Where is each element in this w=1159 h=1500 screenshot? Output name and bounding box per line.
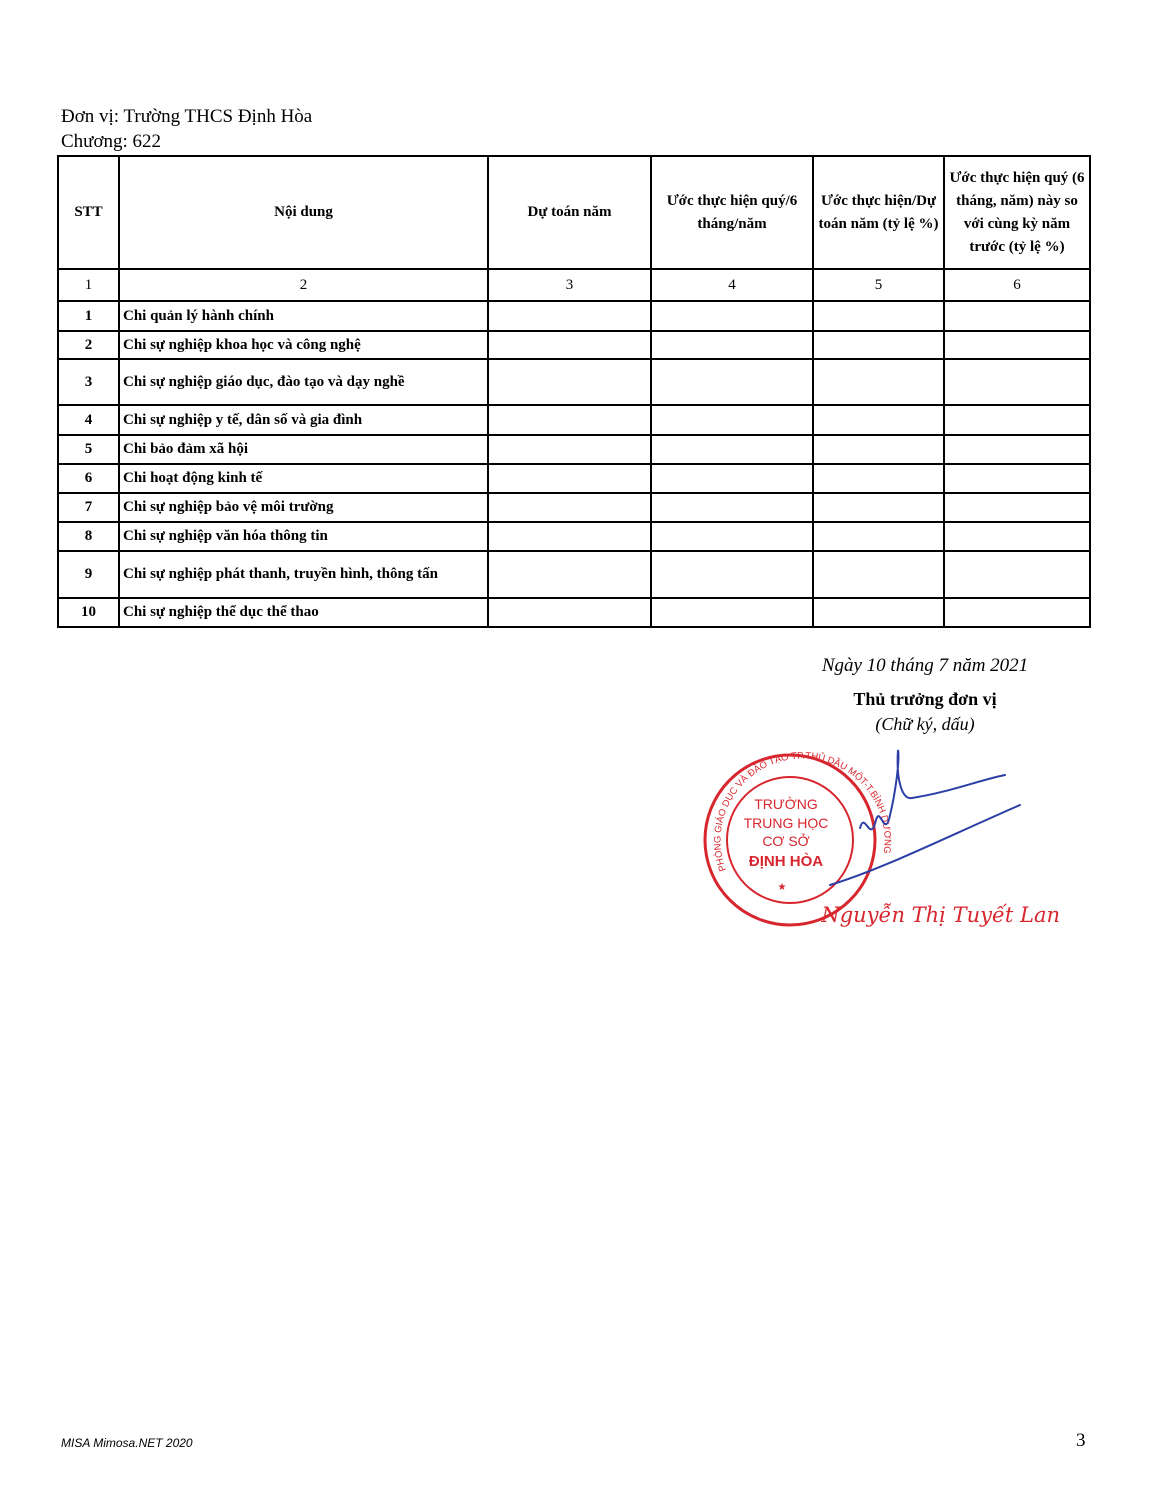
stamp-line-1: TRƯỜNG <box>754 796 818 812</box>
col-number: 3 <box>488 269 651 301</box>
cell-same-period <box>944 493 1090 522</box>
table-header-row <box>58 156 1090 269</box>
cell-estimated-actual <box>651 331 813 359</box>
col-header-same-period-compare: Ước thực hiện quý (6 tháng, năm) này so với cùng kỳ năm trước (tỷ lệ %) <box>944 156 1090 269</box>
col-header-annual-estimate: Dự toán năm <box>488 156 651 269</box>
cell-annual-estimate <box>488 522 651 551</box>
stamp-line-4: ĐỊNH HÒA <box>748 853 824 870</box>
cell-annual-estimate <box>488 551 651 598</box>
col-number: 2 <box>119 269 488 301</box>
cell-ratio <box>813 405 944 435</box>
cell-ratio <box>813 331 944 359</box>
cell-ratio <box>813 522 944 551</box>
software-footer: MISA Mimosa.NET 2020 <box>61 1436 193 1450</box>
col-header-stt: STT <box>58 156 119 269</box>
cell-same-period <box>944 464 1090 493</box>
cell-ratio <box>813 301 944 331</box>
handwritten-signature <box>830 750 1020 885</box>
stamp-line-2: TRUNG HỌC <box>743 815 829 831</box>
col-number: 6 <box>944 269 1090 301</box>
cell-ratio <box>813 551 944 598</box>
stamp-and-signature <box>690 740 1090 940</box>
signature-title: Thủ trưởng đơn vị <box>853 689 997 709</box>
table-row <box>58 301 1090 331</box>
row-stt: 6 <box>58 464 119 493</box>
cell-estimated-actual <box>651 301 813 331</box>
row-stt: 5 <box>58 435 119 464</box>
cell-estimated-actual <box>651 405 813 435</box>
row-stt: 4 <box>58 405 119 435</box>
row-stt: 3 <box>58 359 119 405</box>
row-content: Chi sự nghiệp khoa học và công nghệ <box>119 331 488 359</box>
stamp-star-icon: ★ <box>777 882 787 893</box>
row-stt: 8 <box>58 522 119 551</box>
page-number: 3 <box>1076 1430 1086 1451</box>
table-row <box>58 359 1090 405</box>
stamp-svg <box>690 740 1090 940</box>
table-row <box>58 598 1090 627</box>
table-row <box>58 435 1090 464</box>
cell-annual-estimate <box>488 435 651 464</box>
row-content: Chi quản lý hành chính <box>119 301 488 331</box>
table-row <box>58 464 1090 493</box>
cell-same-period <box>944 598 1090 627</box>
table-row <box>58 551 1090 598</box>
col-number: 1 <box>58 269 119 301</box>
cell-annual-estimate <box>488 359 651 405</box>
row-content: Chi sự nghiệp thể dục thể thao <box>119 598 488 627</box>
stamp-ring-text: PHÒNG GIÁO DỤC VÀ ĐÀO TẠO TP.THỦ DẦU MỘT-T.BÌNH DƯƠNG <box>712 750 893 873</box>
cell-same-period <box>944 522 1090 551</box>
row-content: Chi hoạt động kinh tế <box>119 464 488 493</box>
cell-ratio <box>813 435 944 464</box>
col-header-content: Nội dung <box>119 156 488 269</box>
cell-ratio <box>813 598 944 627</box>
cell-estimated-actual <box>651 464 813 493</box>
cell-annual-estimate <box>488 493 651 522</box>
cell-ratio <box>813 464 944 493</box>
official-stamp <box>705 751 893 925</box>
cell-annual-estimate <box>488 464 651 493</box>
report-header <box>61 104 312 154</box>
cell-annual-estimate <box>488 331 651 359</box>
cell-annual-estimate <box>488 598 651 627</box>
row-stt: 2 <box>58 331 119 359</box>
signature-subtitle: (Chữ ký, dấu) <box>875 714 975 734</box>
cell-same-period <box>944 405 1090 435</box>
row-content: Chi sự nghiệp y tế, dân số và gia đình <box>119 405 488 435</box>
cell-estimated-actual <box>651 435 813 464</box>
cell-same-period <box>944 551 1090 598</box>
stamp-line-3: CƠ SỞ <box>762 833 810 849</box>
cell-annual-estimate <box>488 405 651 435</box>
row-content: Chi sự nghiệp bảo vệ môi trường <box>119 493 488 522</box>
row-content: Chi bảo đảm xã hội <box>119 435 488 464</box>
column-number-row <box>58 269 1090 301</box>
cell-ratio <box>813 493 944 522</box>
row-stt: 1 <box>58 301 119 331</box>
col-number: 4 <box>651 269 813 301</box>
cell-estimated-actual <box>651 522 813 551</box>
table-row <box>58 331 1090 359</box>
row-stt: 7 <box>58 493 119 522</box>
col-number: 5 <box>813 269 944 301</box>
row-content: Chi sự nghiệp phát thanh, truyền hình, thông tấn <box>119 551 488 598</box>
chapter-label: Chương: 622 <box>61 131 162 152</box>
row-content: Chi sự nghiệp văn hóa thông tin <box>119 522 488 551</box>
signer-name: Nguyễn Thị Tuyết Lan <box>821 903 1060 927</box>
row-content: Chi sự nghiệp giáo dục, đào tạo và dạy nghề <box>119 359 488 405</box>
row-stt: 10 <box>58 598 119 627</box>
cell-annual-estimate <box>488 301 651 331</box>
signature-date: Ngày 10 tháng 7 năm 2021 <box>821 655 1029 676</box>
cell-same-period <box>944 301 1090 331</box>
cell-ratio <box>813 359 944 405</box>
cell-same-period <box>944 331 1090 359</box>
col-header-actual-vs-estimate: Ước thực hiện/Dự toán năm (tỷ lệ %) <box>813 156 944 269</box>
cell-same-period <box>944 359 1090 405</box>
table-row <box>58 405 1090 435</box>
budget-table <box>57 155 1091 628</box>
unit-label: Đơn vị: Trường THCS Định Hòa <box>61 106 313 127</box>
col-header-estimated-actual: Ước thực hiện quý/6 tháng/năm <box>651 156 813 269</box>
table-row <box>58 522 1090 551</box>
table-row <box>58 493 1090 522</box>
cell-estimated-actual <box>651 598 813 627</box>
row-stt: 9 <box>58 551 119 598</box>
cell-estimated-actual <box>651 551 813 598</box>
cell-same-period <box>944 435 1090 464</box>
cell-estimated-actual <box>651 359 813 405</box>
cell-estimated-actual <box>651 493 813 522</box>
